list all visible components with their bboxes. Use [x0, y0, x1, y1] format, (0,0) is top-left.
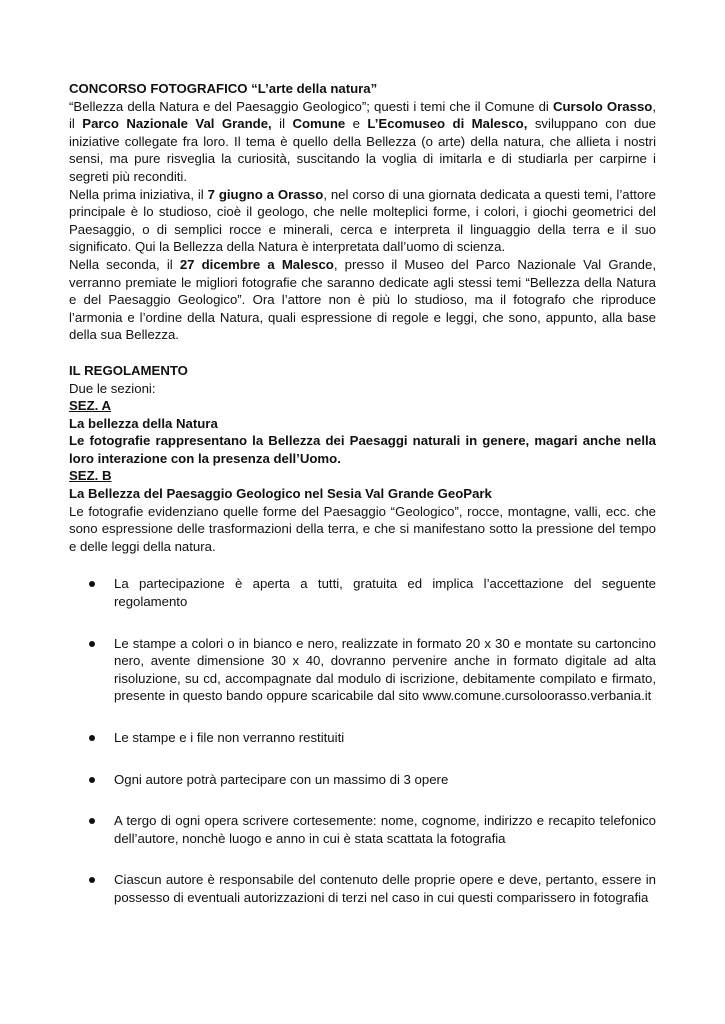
intro-paragraph-3 [69, 256, 656, 344]
spacer [69, 344, 656, 362]
intro-text: , il [69, 98, 657, 132]
intro-text: il [271, 116, 293, 132]
rule-text: Ciascun autore è responsabile del contenuto delle proprie opere e deve, pertanto, essere in possesso di eventuali autorizzazioni di terzi nel caso in cui questi comparissero in fotografia [114, 872, 656, 905]
list-item [69, 771, 656, 789]
section-a-label: SEZ. A [69, 398, 112, 414]
comune-name: Comune [292, 116, 346, 132]
list-item [69, 812, 656, 847]
place-cursolo-orasso: Cursolo Orasso [552, 98, 653, 114]
intro-text: Nella seconda, il [69, 256, 180, 272]
section-b-description: Le fotografie evidenziano quelle forme del Paesaggio “Geologico”, rocce, montagne, valli, ecc. che sono espressione delle trasformazioni della terra, e che si manifestano sotto la pressione del tempo e delle leggi della natura. [69, 503, 656, 554]
list-item [69, 575, 656, 610]
intro-text: , presso il Museo del Parco Nazionale Val Grande, verranno premiate le migliori fotografie che saranno dedicate agli stessi temi “Bellezza della Natura e del Paesaggio Geologico”. Ora l’attore non è più lo studioso, ma il fotografo che riproduce l’armonia e l’ordine della Natura, quali espressione di regole e leggi, che sono, appunto, alla base della sua Bellezza. [69, 256, 656, 343]
intro-text: , nel corso di una giornata dedicata a questi temi, l’attore principale è lo studioso, cioè il geologo, che nelle molteplici forme, i colori, i giochi geometrici del Paesaggio, o di semplici rocce e minerali, cerca e interpreta il linguaggio della terra e il suo significato. Qui la Bellezza della Natura è interpretata dall’uomo di scienza. [69, 186, 657, 255]
intro-text: “Bellezza della Natura e del Paesaggio Geologico”; questi i temi che il Comune di [69, 98, 553, 114]
list-item [69, 871, 656, 906]
rule-text: A tergo di ogni opera scrivere cortesemente: nome, cognome, indirizzo e recapito telefonico dell’autore, nonchè luogo e anno in cui è stata scattata la fotografia [114, 813, 656, 846]
rule-text: La partecipazione è aperta a tutti, gratuita ed implica l’accettazione del seguente regolamento [114, 576, 656, 610]
regolamento-title: IL REGOLAMENTO [69, 362, 188, 378]
bullet-icon [89, 581, 95, 587]
event-date-orasso: 7 giugno a Orasso [207, 186, 324, 202]
intro-text: Nella prima iniziativa, il [69, 186, 208, 202]
contest-heading: CONCORSO FOTOGRAFICO “L’arte della natura” [69, 81, 378, 96]
park-name: Parco Nazionale Val Grande, [82, 116, 272, 132]
rules-list [69, 575, 656, 906]
intro-paragraph-2 [69, 186, 656, 256]
list-item [69, 635, 656, 705]
intro-text: sviluppano con due iniziative collegate fra loro. Il tema è quello della Bellezza (o arte) della natura, che allieta i nostri sensi, ma pure risveglia la curiosità, suscitando la voglia di imitarla e di studiarla per carpirne i segreti più reconditi. [69, 116, 657, 184]
ecomuseo-name: L’Ecomuseo di Malesco, [367, 116, 528, 132]
section-a-description: Le fotografie rappresentano la Bellezza dei Paesaggi naturali in genere, magari anche nella loro interazione con la presenza dell’Uomo. [69, 433, 656, 466]
list-item [69, 729, 656, 747]
document-page [69, 80, 656, 931]
event-date-malesco: 27 dicembre a Malesco [179, 256, 334, 272]
section-b-label: SEZ. B [69, 468, 112, 484]
sections-intro: Due le sezioni: [69, 380, 156, 396]
section-a-title: La bellezza della Natura [69, 415, 218, 431]
rule-text: Le stampe e i file non verranno restituiti [114, 730, 345, 745]
section-b-title: La Bellezza del Paesaggio Geologico nel Sesia Val Grande GeoPark [69, 486, 492, 502]
bullet-icon [89, 777, 95, 783]
bullet-icon [89, 641, 95, 647]
rule-text: Le stampe a colori o in bianco e nero, realizzate in formato 20 x 30 e montate su cartoncino nero, avente dimensione 30 x 40, dovranno pervenire anche in formato digitale ad alta risoluzione, su cd, accompagnate dal modulo di iscrizione, debitamente compilato e firmato, presente in questo bando oppure scaricabile dal sito www.comune.cursoloorasso.verbania.it [114, 635, 656, 704]
intro-paragraph-1 [69, 98, 656, 186]
bullet-icon [89, 735, 95, 741]
rule-text: Ogni autore potrà partecipare con un massimo di 3 opere [114, 771, 449, 787]
bullet-icon [89, 877, 95, 883]
intro-text: e [345, 116, 368, 132]
bullet-icon [89, 818, 95, 824]
